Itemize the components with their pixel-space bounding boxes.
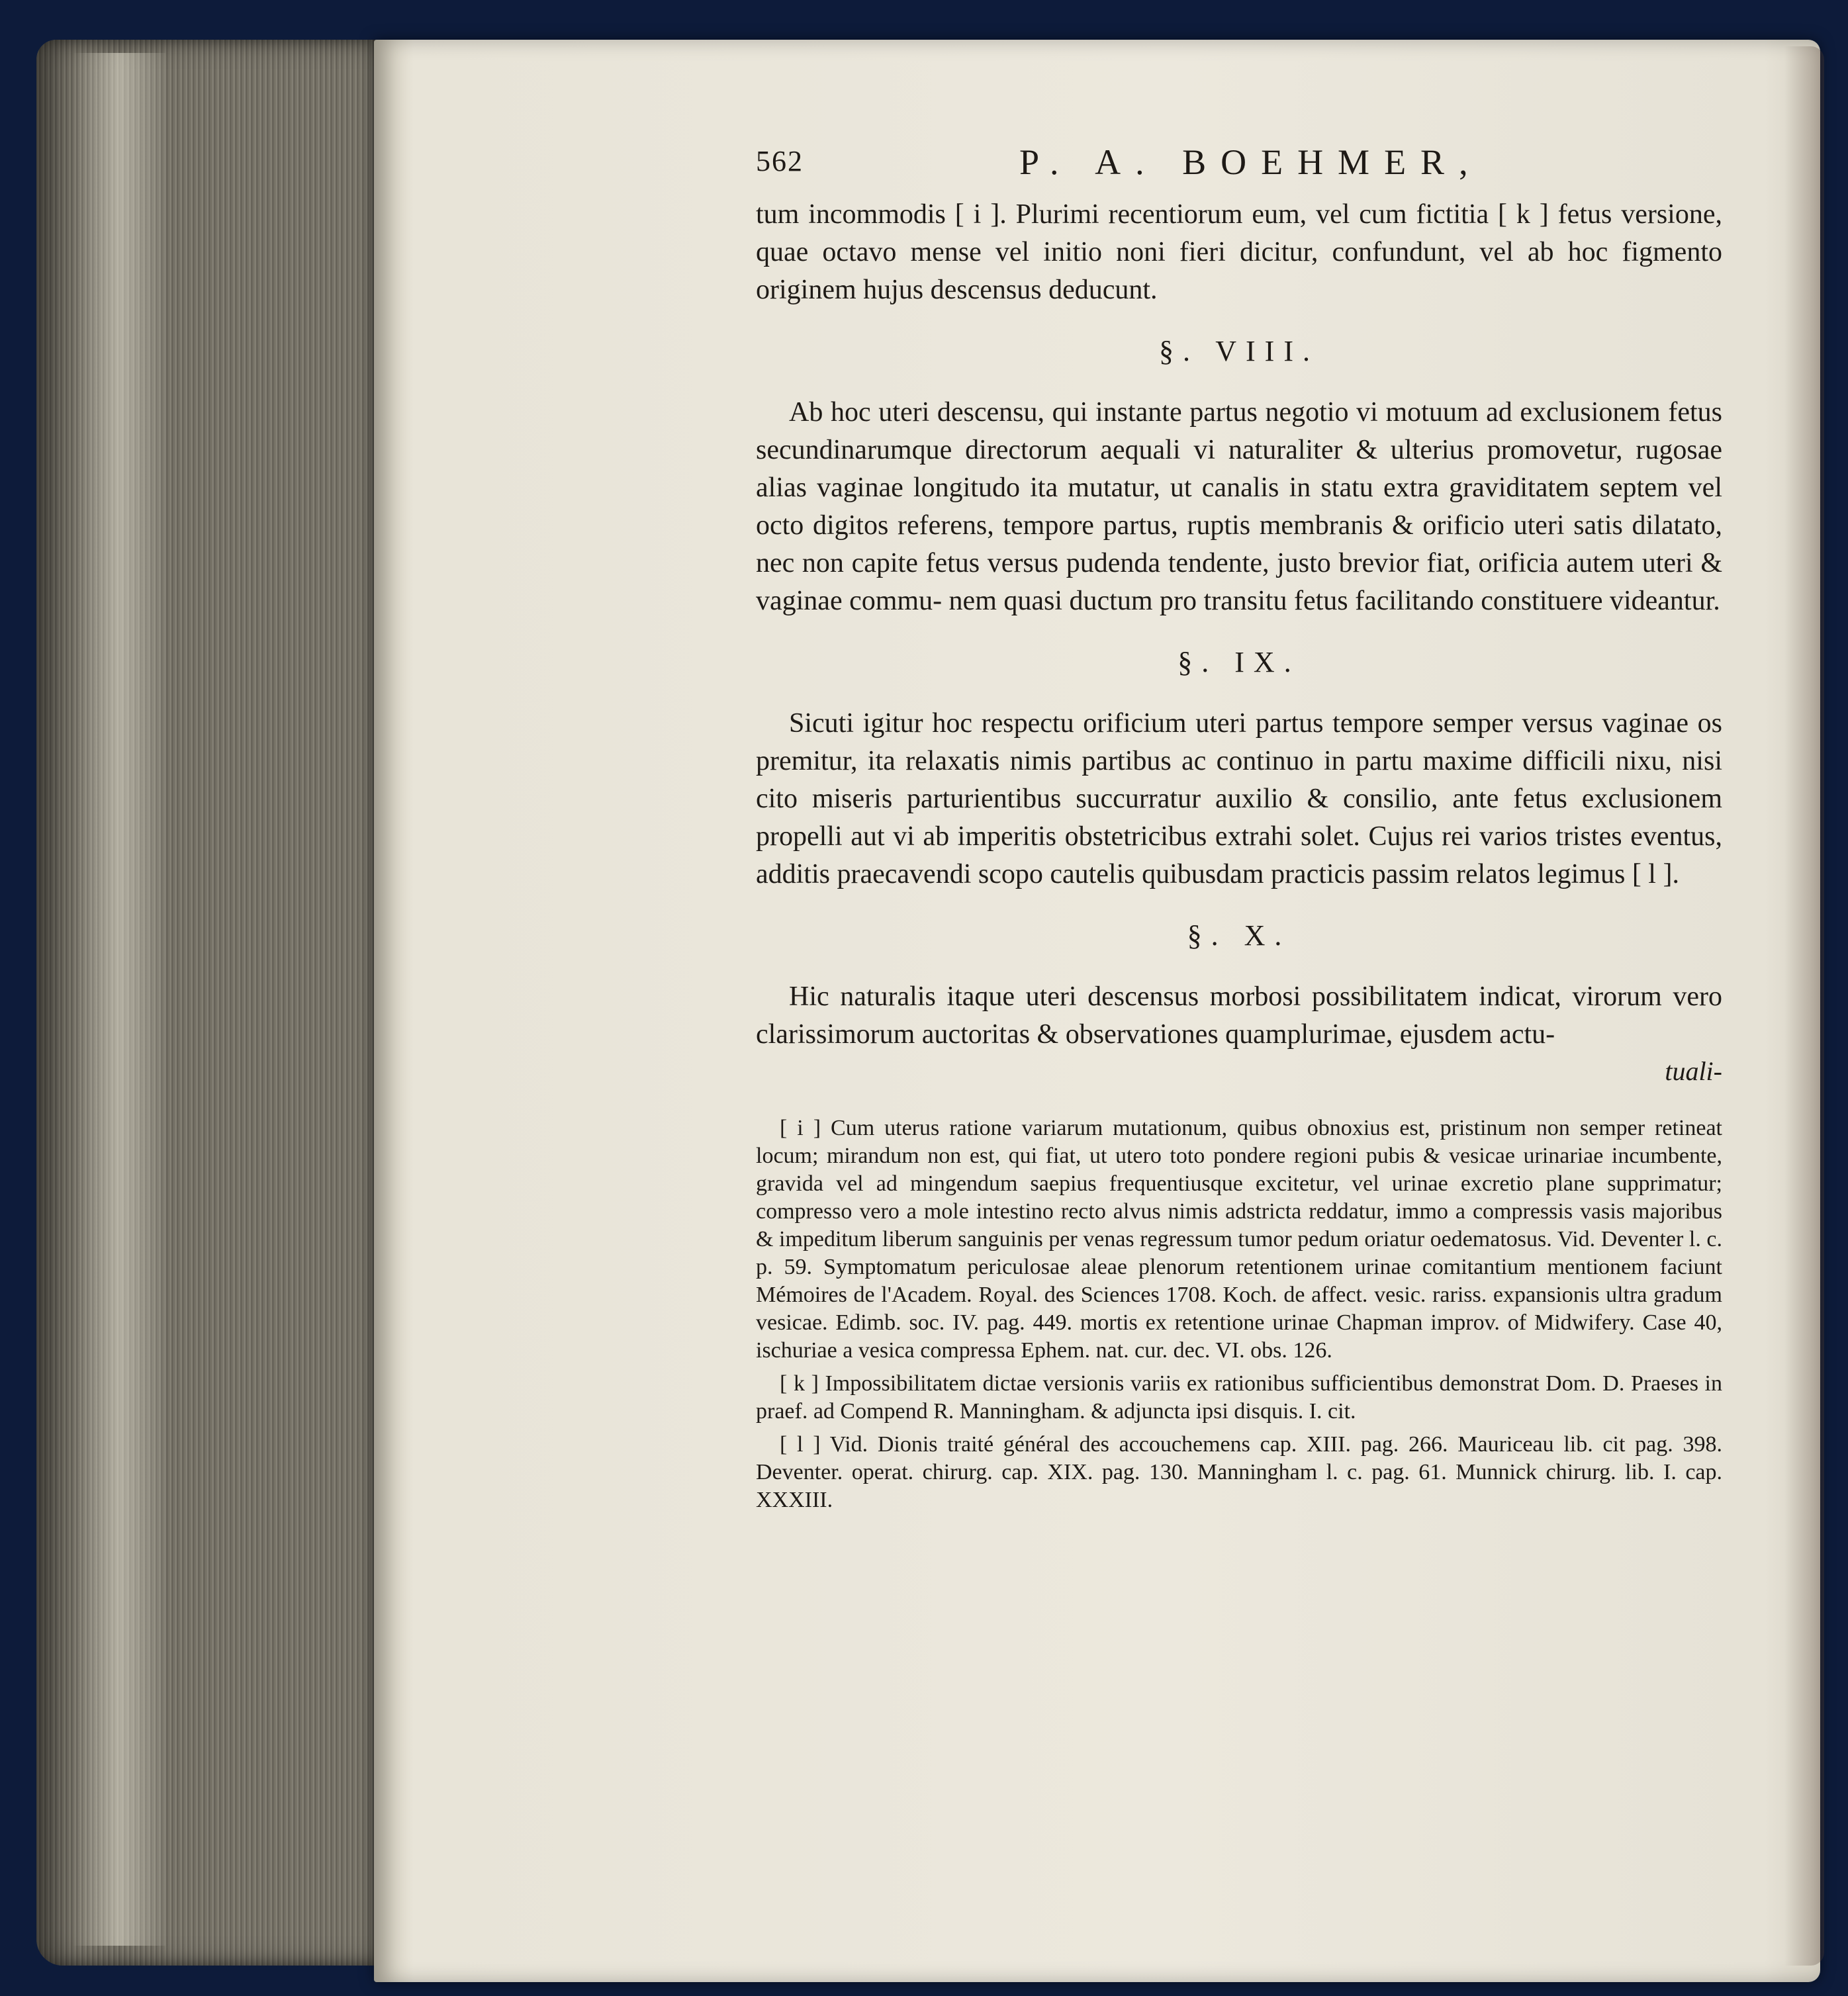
intro-paragraph: tum incommodis [ i ]. Plurimi recentiorum eum, vel cum fictitia [ k ] fetus versione, quae octavo mense vel initio noni fieri dicitur, confundunt, vel ab hoc figmento originem hujus descensus deducunt. [756, 199, 1722, 305]
catchword: tuali- [1665, 1056, 1722, 1086]
section-heading-viii: §. VIII. [1159, 335, 1319, 367]
footnote-i: [ i ] Cum uterus ratione variarum mutationum, quibus obnoxius est, pristinum non semper retineat locum; mirandum non est, qui fiat, ut utero toto pondere regioni pubis & vesicae urinariae incumbente, gravida vel ad mingendum saepius frequentiusque excitetur, vel urinae excretio plane supprimatur; compresso vero a mole intestino recto alvus nimis adstricta reddatur, immo a compressis vasis majoribus & impeditum liberum sanguinis per venas regressum tumor pedum oriatur oedematosus. Vid. Deventer l. c. p. 59. Symptomatum periculosae aleae plenorum retentionem urinae comitantium mentionem faciunt Mémoires de l'Academ. Royal. des Sciences 1708. Koch. de affect. vesic. rariss. expansionis ultra gradum vesicae. Edimb. soc. IV. pag. 449. mortis ex retentione urinae Chapman improv. of Midwifery. Case 40, ischuriae a vesica compressa Ephem. nat. cur. dec. VI. obs. 126. [756, 1116, 1722, 1363]
section-heading-x: §. X. [1187, 919, 1291, 952]
footnote-l: [ l ] Vid. Dionis traité général des accouchemens cap. XIII. pag. 266. Mauriceau lib. cit pag. 398. Deventer. operat. chirurg. cap. XIX. pag. 130. Manningham l. c. pag. 61. Munnick chirurg. lib. I. cap. XXXIII. [756, 1432, 1722, 1512]
running-head-title: P. A. BOEHMER, [1019, 142, 1483, 182]
section-heading-ix: §. IX. [1178, 646, 1301, 678]
page-number: 562 [756, 145, 804, 177]
section-ix-paragraph: Sicuti igitur hoc respectu orificium uteri partus tempore semper versus vaginae os premitur, ita relaxatis nimis partibus ac continuo in partu maxime difficili nixu, nisi cito miseris parturientibus succurratur auxilio & consilio, ante fetus exclusionem propelli aut vi ab imperitis obstetricibus extrahi solet. Cujus rei varios tristes eventus, additis praecavendi scopo cautelis quibusdam practicis passim relatos legimus [ l ]. [756, 708, 1722, 889]
page-gutter-shadow [1784, 46, 1824, 1966]
section-x-paragraph: Hic naturalis itaque uteri descensus morbosi possibilitatem indicat, virorum vero clarissimorum auctoritas & observationes quamplurimae, ejusdem actu- [756, 981, 1722, 1050]
page-text-block [756, 132, 1722, 1520]
footnotes [756, 1114, 1722, 1514]
running-head [756, 132, 1722, 192]
footnote-k: [ k ] Impossibilitatem dictae versionis variis ex rationibus sufficientibus demonstrat Dom. D. Praeses in praef. ad Compend R. Manningham. & adjuncta ipsi disquis. I. cit. [756, 1371, 1722, 1424]
page-edge-highlight [73, 53, 165, 1946]
section-viii-paragraph: Ab hoc uteri descensu, qui instante partus negotio vi motuum ad exclusionem fetus secundinarumque directorum aequali vi naturaliter & ulterius promovetur, rugosae alias vaginae longitudo ita mutatur, ut canalis in statu extra graviditatem septem vel octo digitos referens, tempore partus, ruptis membranis & orificio uteri satis dilatato, nec non capite fetus versus pudenda tendente, justo brevior fiat, orificia autem uteri & vaginae commu- nem quasi ductum pro transitu fetus facilitando constituere videantur. [756, 397, 1722, 616]
